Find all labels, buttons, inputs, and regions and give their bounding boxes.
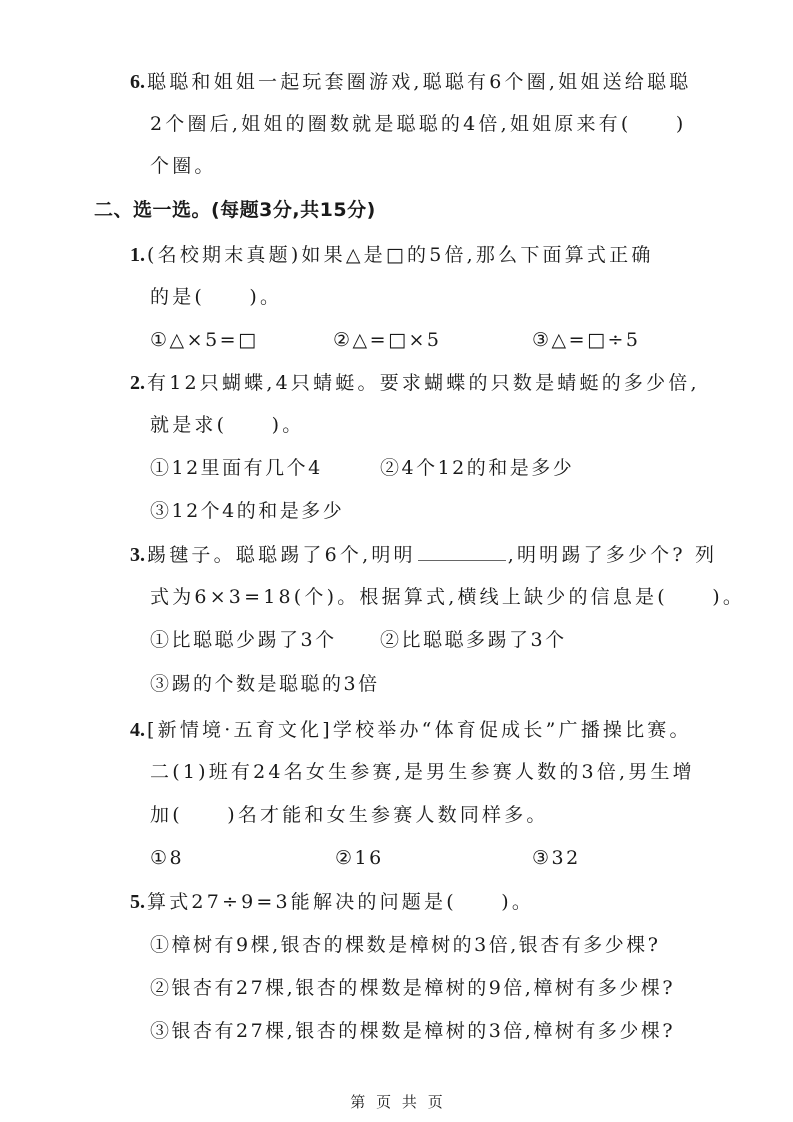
- q2-line-2: 就是求( )。: [150, 414, 305, 436]
- footer-text: 第: [350, 1093, 366, 1111]
- question-number: 3.: [130, 544, 145, 566]
- q4-option-3[interactable]: ③32: [532, 847, 581, 869]
- q3-option-2[interactable]: ②比聪聪多踢了3个: [380, 629, 567, 651]
- q2-option-3[interactable]: ③12个4的和是多少: [150, 500, 345, 522]
- footer-text: 页: [427, 1093, 443, 1111]
- q1-option-2[interactable]: ②△=□×5: [333, 329, 442, 351]
- q2-line-1: 2. 有12只蝴蝶,4只蜻蜓。要求蝴蝶的只数是蜻蜓的多少倍,: [130, 372, 700, 394]
- footer-text: 页: [376, 1093, 392, 1111]
- q1-line-2: 的是( )。: [150, 286, 283, 308]
- q3-line-1: 3. 踢毽子。聪聪踢了6个,明明 ,明明踢了多少个? 列: [130, 544, 718, 566]
- q5-option-2[interactable]: ②银杏有27棵,银杏的棵数是樟树的9倍,樟树有多少棵?: [150, 977, 676, 999]
- q5-line-1: 5. 算式27÷9=3能解决的问题是( )。: [130, 891, 535, 913]
- q4-option-1[interactable]: ①8: [150, 847, 185, 869]
- question-number: 1.: [130, 244, 145, 266]
- q1-option-1[interactable]: ①△×5=□: [150, 329, 259, 351]
- q1-option-3[interactable]: ③△=□÷5: [532, 329, 641, 351]
- q2-option-2[interactable]: ②4个12的和是多少: [380, 457, 575, 479]
- q3-option-3[interactable]: ③踢的个数是聪聪的3倍: [150, 673, 380, 695]
- q3-line-2: 式为6×3=18(个)。根据算式,横线上缺少的信息是( )。: [150, 586, 746, 608]
- answer-blank-line[interactable]: [418, 542, 506, 561]
- q4-line-3: 加( )名才能和女生参赛人数同样多。: [150, 804, 549, 826]
- q6-line-2: 2个圈后,姐姐的圈数就是聪聪的4倍,姐姐原来有( ): [150, 113, 687, 135]
- q5-option-3[interactable]: ③银杏有27棵,银杏的棵数是樟树的3倍,樟树有多少棵?: [150, 1020, 676, 1042]
- q6-line-3: 个圈。: [150, 155, 217, 177]
- q2-option-1[interactable]: ①12里面有几个4: [150, 457, 323, 479]
- footer-text: 共: [401, 1093, 417, 1111]
- question-number: 4.: [130, 719, 145, 741]
- q4-line-2: 二(1)班有24名女生参赛,是男生参赛人数的3倍,男生增: [150, 761, 695, 783]
- question-number: 2.: [130, 372, 145, 394]
- q1-line-1: 1. (名校期末真题)如果△是□的5倍,那么下面算式正确: [130, 244, 654, 266]
- q6-line-1: 6. 聪聪和姐姐一起玩套圈游戏,聪聪有6个圈,姐姐送给聪聪: [130, 71, 692, 93]
- section-title: 二、选一选。(每题3分,共15分): [94, 199, 376, 221]
- q4-line-1: 4. [新情境·五育文化]学校举办“体育促成长”广播操比赛。: [130, 719, 692, 741]
- page-footer: [0, 1091, 793, 1112]
- q5-option-1[interactable]: ①樟树有9棵,银杏的棵数是樟树的3倍,银杏有多少棵?: [150, 934, 661, 956]
- q3-option-1[interactable]: ①比聪聪少踢了3个: [150, 629, 337, 651]
- question-number: 5.: [130, 891, 145, 913]
- q4-option-2[interactable]: ②16: [335, 847, 384, 869]
- question-number: 6.: [130, 71, 145, 93]
